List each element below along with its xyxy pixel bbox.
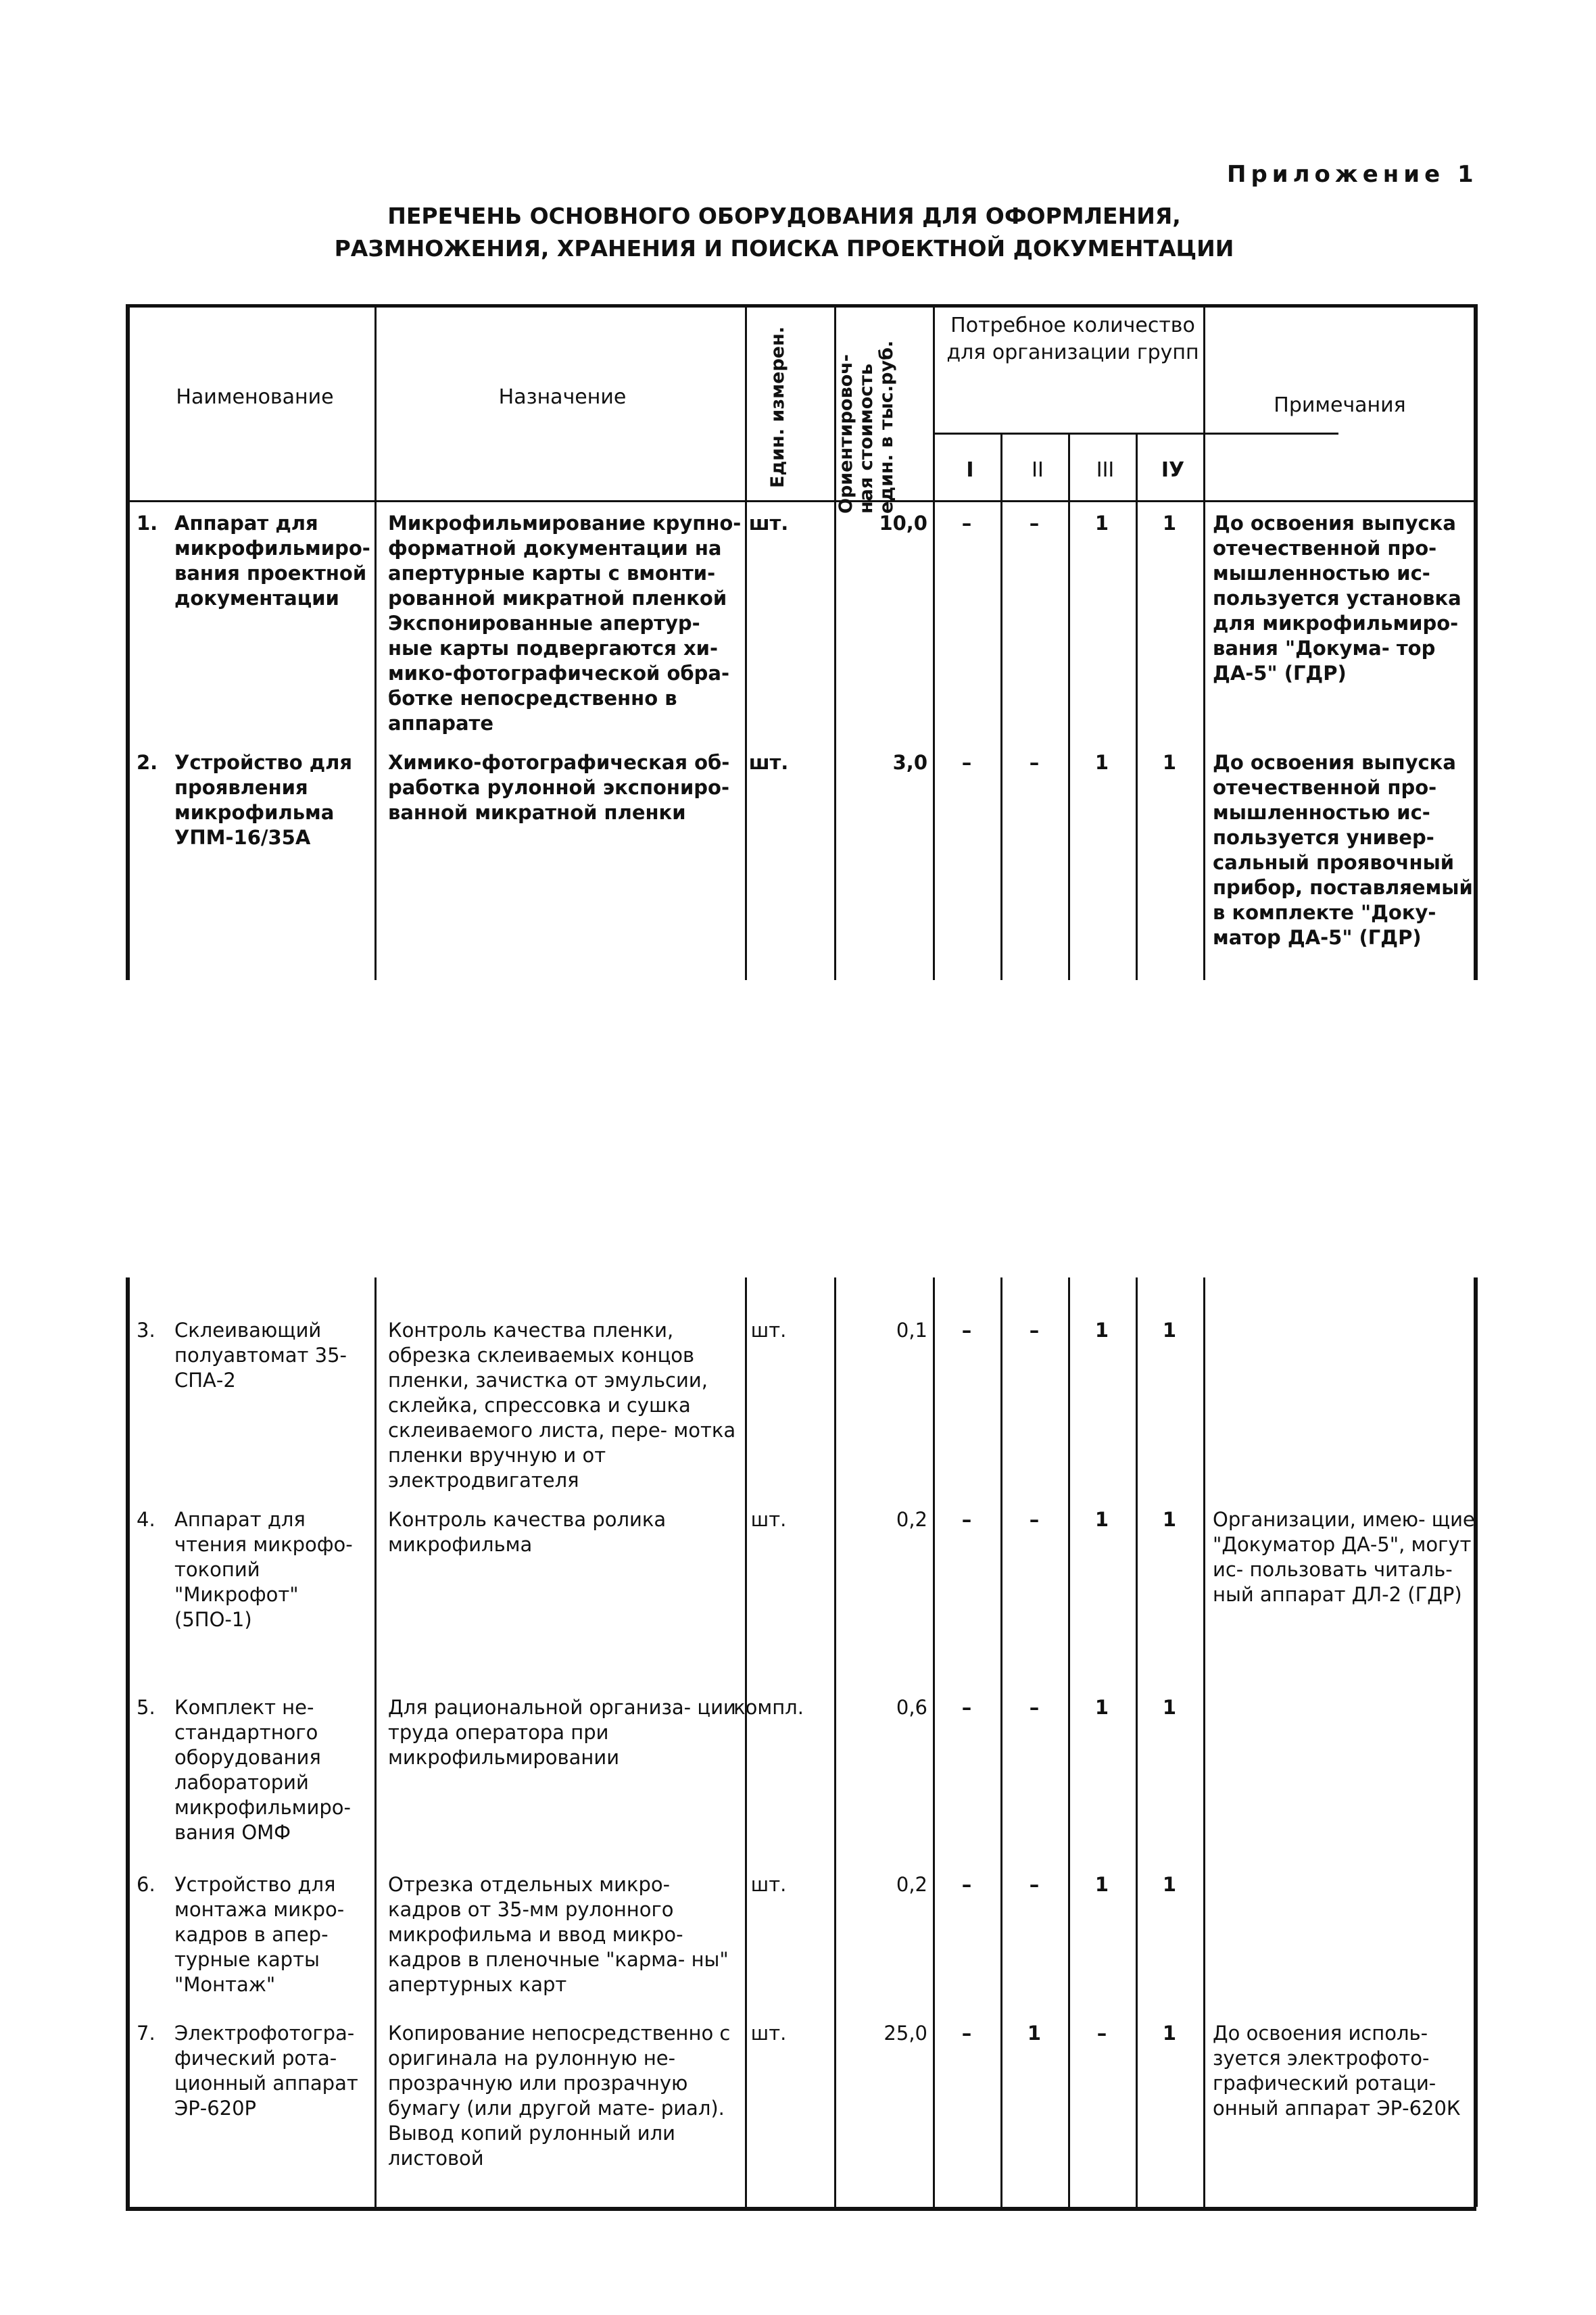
header-bottom-border xyxy=(130,500,1476,502)
row-group-2: – xyxy=(1029,751,1040,774)
table-rule xyxy=(1068,500,1070,980)
row-unit: шт. xyxy=(750,1873,787,1896)
row-number: 6. xyxy=(137,1873,155,1896)
row-group-4: 1 xyxy=(1162,751,1177,774)
row-group-2: – xyxy=(1029,1508,1040,1531)
header-cost: Ориентировоч- ная стоимость един. в тыс.руб. xyxy=(836,340,897,514)
header-unit: Един. измерен. xyxy=(767,326,788,488)
table-part-1 xyxy=(126,304,1476,980)
row-group-4: 1 xyxy=(1162,1696,1177,1719)
row-unit: шт. xyxy=(748,751,789,774)
row-note: Организации, имею- щие "Докуматор ДА-5", могут ис- пользовать читаль- ный аппарат ДЛ-2 (ГДР) xyxy=(1213,1508,1475,1606)
row-unit: шт. xyxy=(750,1508,787,1531)
row-group-3: 1 xyxy=(1094,1873,1109,1896)
row-number: 3. xyxy=(137,1319,155,1342)
row-purpose: Контроль качества ролика микрофильма xyxy=(388,1508,667,1556)
appendix-label: Приложение 1 xyxy=(1227,161,1478,188)
row-number: 4. xyxy=(137,1508,155,1531)
row-group-3: 1 xyxy=(1094,512,1109,535)
row-purpose: Копирование непосредственно с оригинала на рулонную не- прозрачную или прозрачную бумагу (или другой мате- риал). Вывод копий рулонный или листовой xyxy=(388,2022,731,2170)
row-cost: 3,0 xyxy=(892,751,927,774)
row-group-1: – xyxy=(961,1696,972,1719)
row-number: 7. xyxy=(137,2022,155,2045)
row-purpose: Химико-фотографическая об- работка рулонной экспониро- ванной микратной пленки xyxy=(388,751,730,824)
row-group-3: 1 xyxy=(1094,751,1109,774)
table-rule xyxy=(1000,500,1002,980)
row-purpose: Для рациональной организа- ции труда оператора при микрофильмировании xyxy=(388,1696,736,1769)
row-group-2: – xyxy=(1029,512,1040,535)
row-note: До освоения выпуска отечественной про- мышленностью ис- пользуется универ- сальный проявочный прибор, поставляемый в комплекте "Доку- матор ДА-5" (ГДР) xyxy=(1213,751,1473,949)
row-group-1: – xyxy=(961,751,972,774)
row-name: Устройство для монтажа микро- кадров в апер- турные карты "Монтаж" xyxy=(174,1873,345,1996)
row-number: 1. xyxy=(137,512,158,535)
row-note: До освоения исполь- зуется электрофото- графический ротаци- онный аппарат ЭР-620К xyxy=(1213,2022,1461,2120)
table-rule xyxy=(1000,1277,1002,2207)
row-name: Комплект не- стандартного оборудования лабораторий микрофильмиро- вания ОМФ xyxy=(174,1696,351,1844)
row-cost: 0,2 xyxy=(896,1873,927,1896)
row-unit: шт. xyxy=(748,512,789,535)
row-group-3: 1 xyxy=(1094,1508,1109,1531)
row-name: Аппарат для микрофильмиро- вания проектной документации xyxy=(174,512,370,610)
row-group-1: – xyxy=(961,1508,972,1531)
row-group-4: 1 xyxy=(1162,1873,1177,1896)
table-rule xyxy=(834,1277,836,2207)
row-note: До освоения выпуска отечественной про- мышленностью ис- пользуется установка для микрофильмиро- вания "Докума- тор ДА-5" (ГДР) xyxy=(1213,512,1461,685)
row-unit: компл. xyxy=(733,1696,804,1719)
row-cost: 0,1 xyxy=(896,1319,927,1342)
row-group-4: 1 xyxy=(1162,1319,1177,1342)
header-purpose: Назначение xyxy=(498,385,627,409)
row-group-4: 1 xyxy=(1162,2022,1177,2045)
table-rule xyxy=(1203,1277,1205,2207)
row-purpose: Микрофильмирование крупно- форматной документации на апертурные карты с вмонти- рованной микратной пленкой Экспонированные апертур- ные карты подвергаются хи- мико-фотографической обра- ботке непосредственно в аппарате xyxy=(388,512,742,735)
row-group-4: 1 xyxy=(1162,512,1177,535)
row-group-2: – xyxy=(1029,1319,1040,1342)
header-name: Наименование xyxy=(176,385,334,409)
row-group-1: – xyxy=(961,512,972,535)
row-group-4: 1 xyxy=(1162,1508,1177,1531)
row-group-3: – xyxy=(1096,2022,1107,2045)
row-cost: 0,6 xyxy=(896,1696,927,1719)
row-group-3: 1 xyxy=(1094,1319,1109,1342)
row-number: 5. xyxy=(137,1696,155,1719)
row-group-2: 1 xyxy=(1027,2022,1042,2045)
header-groups: Потребное количество для организации групп xyxy=(946,314,1199,364)
row-group-1: – xyxy=(961,1873,972,1896)
table-rule xyxy=(374,304,377,980)
table-rule xyxy=(1136,1277,1138,2207)
row-name: Устройство для проявления микрофильма УПМ-16/35А xyxy=(174,751,353,849)
row-name: Аппарат для чтения микрофо- токопий "Микрофот" (5ПО-1) xyxy=(174,1508,353,1631)
table-rule xyxy=(1136,500,1138,980)
table-rule xyxy=(1068,1277,1070,2207)
header-group-2: II xyxy=(1032,458,1044,482)
table-top-border xyxy=(130,304,1476,308)
row-purpose: Отрезка отдельных микро- кадров от 35-мм рулонного микрофильма и ввод микро- кадров в пленочные "карма- ны" апертурных карт xyxy=(388,1873,729,1996)
row-unit: шт. xyxy=(750,2022,787,2045)
header-notes: Примечания xyxy=(1274,393,1406,417)
header-group-4: IУ xyxy=(1161,458,1185,482)
row-cost: 10,0 xyxy=(879,512,927,535)
row-unit: шт. xyxy=(750,1319,787,1342)
row-group-2: – xyxy=(1029,1873,1040,1896)
table-rule xyxy=(933,304,935,980)
row-number: 2. xyxy=(137,751,158,774)
header-group-3: III xyxy=(1096,458,1115,482)
table-rule xyxy=(933,1277,935,2207)
row-group-1: – xyxy=(961,1319,972,1342)
row-cost: 25,0 xyxy=(884,2022,927,2045)
row-name: Склеивающий полуавтомат 35-СПА-2 xyxy=(174,1319,347,1392)
row-group-1: – xyxy=(961,2022,972,2045)
page-title: ПЕРЕЧЕНЬ ОСНОВНОГО ОБОРУДОВАНИЯ ДЛЯ ОФОРМЛЕНИЯ, РАЗМНОЖЕНИЯ, ХРАНЕНИЯ И ПОИСКА ПРОЕКТНОЙ ДОКУМЕНТАЦИИ xyxy=(334,203,1234,262)
row-name: Электрофотогра- фический рота- ционный аппарат ЭР-620Р xyxy=(174,2022,358,2120)
header-group-1: I xyxy=(966,458,974,482)
row-cost: 0,2 xyxy=(896,1508,927,1531)
row-purpose: Контроль качества пленки, обрезка склеиваемых концов пленки, зачистка от эмульсии, склейка, спрессовка и сушка склеиваемого листа, пере- мотка пленки вручную и от электродвигателя xyxy=(388,1319,736,1492)
table-rule xyxy=(1203,304,1205,980)
table-part-2 xyxy=(126,1277,1476,2211)
row-group-3: 1 xyxy=(1094,1696,1109,1719)
row-group-2: – xyxy=(1029,1696,1040,1719)
